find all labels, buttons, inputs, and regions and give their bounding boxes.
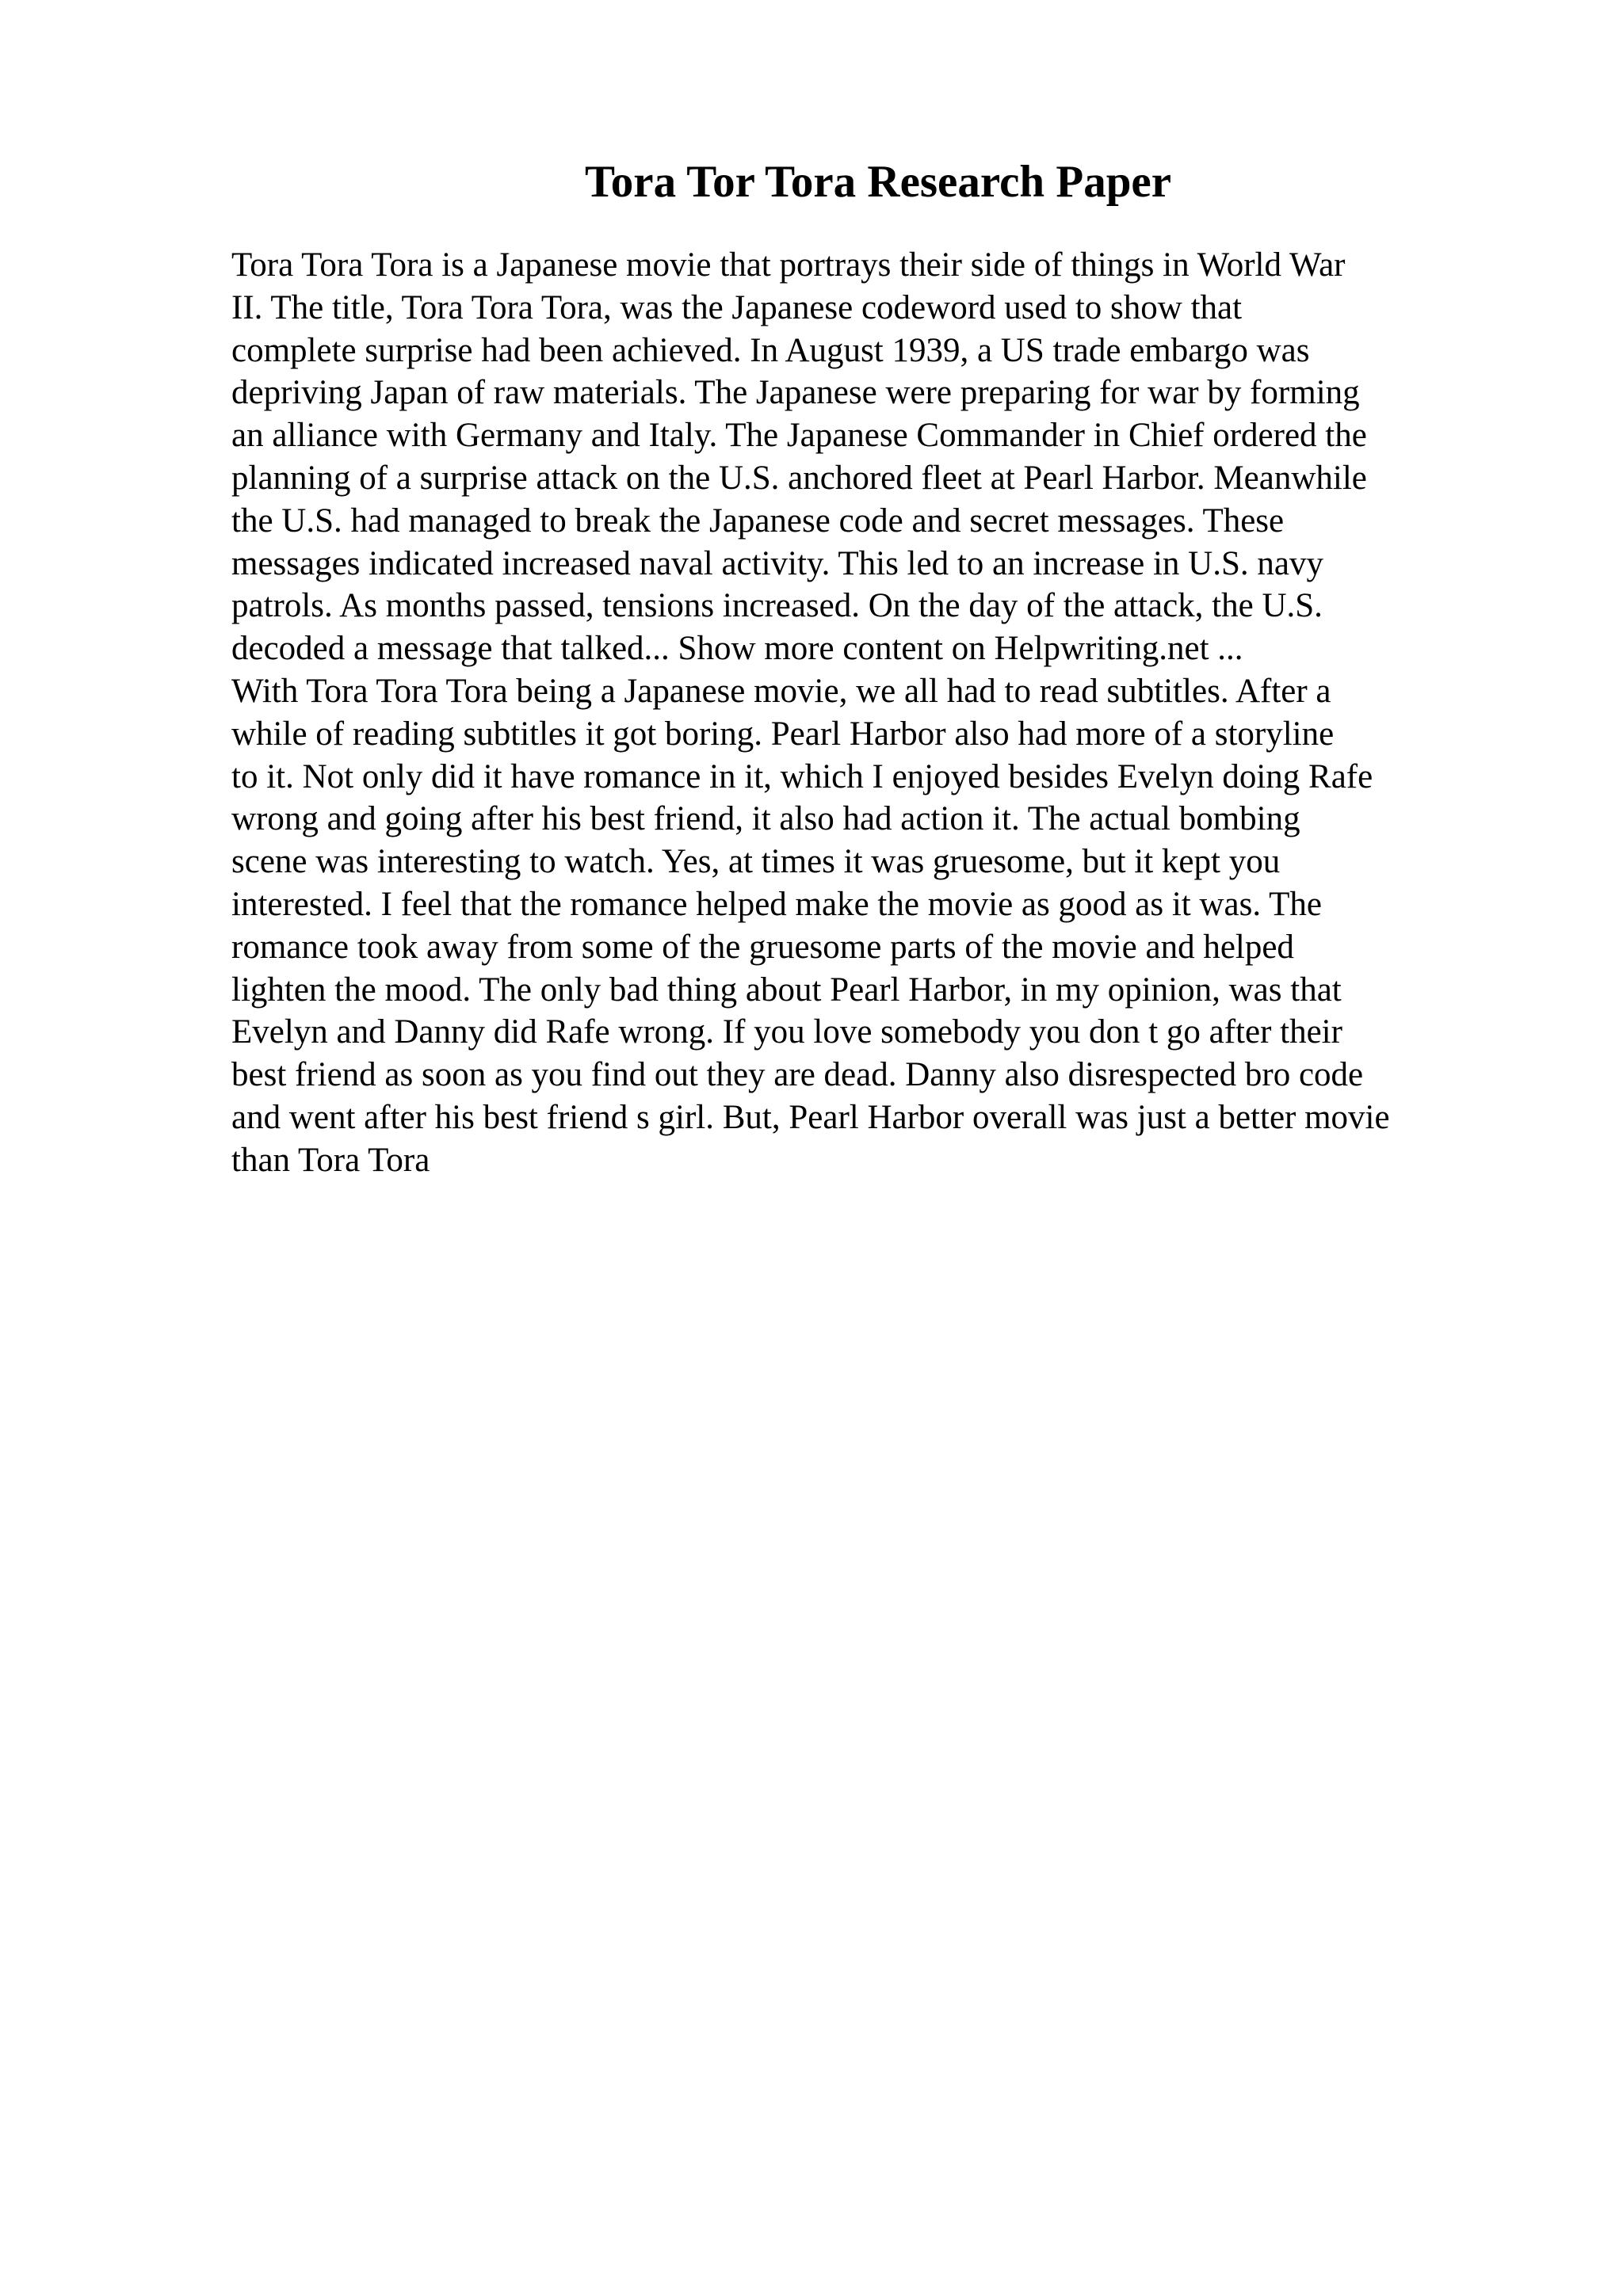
- paragraph-line: Evelyn and Danny did Rafe wrong. If you love somebody you don t go after their: [231, 1013, 1342, 1051]
- body-paragraph-2: [231, 670, 1499, 1182]
- paragraph-line: Tora Tora Tora is a Japanese movie that portrays their side of things in World War: [231, 246, 1346, 284]
- paragraph-line: With Tora Tora Tora being a Japanese movie, we all had to read subtitles. After a: [231, 673, 1331, 710]
- paragraph-line: best friend as soon as you find out they are dead. Danny also disrespected bro code: [231, 1056, 1364, 1094]
- document-title: Tora Tor Tora Research Paper: [585, 157, 1171, 207]
- paragraph-line: scene was interesting to watch. Yes, at times it was gruesome, but it kept you: [231, 843, 1281, 881]
- paragraph-line: an alliance with Germany and Italy. The Japanese Commander in Chief ordered the: [231, 417, 1367, 455]
- paragraph-line: interested. I feel that the romance helped make the movie as good as it was. The: [231, 885, 1322, 923]
- paragraph-line: wrong and going after his best friend, it also had action it. The actual bombing: [231, 800, 1300, 838]
- paragraph-line: complete surprise had been achieved. In August 1939, a US trade embargo was: [231, 331, 1310, 369]
- paragraph-line: depriving Japan of raw materials. The Japanese were preparing for war by forming: [231, 374, 1360, 412]
- paragraph-line: the U.S. had managed to break the Japanese code and secret messages. These: [231, 502, 1285, 540]
- paragraph-line: lighten the mood. The only bad thing about Pearl Harbor, in my opinion, was that: [231, 971, 1342, 1009]
- body-paragraph-1: [231, 244, 1499, 670]
- paragraph-line: patrols. As months passed, tensions increased. On the day of the attack, the U.S.: [231, 587, 1323, 625]
- paragraph-line: than Tora Tora: [231, 1141, 430, 1179]
- paragraph-line: while of reading subtitles it got boring. Pearl Harbor also had more of a storyline: [231, 715, 1335, 753]
- paragraph-line: to it. Not only did it have romance in it, which I enjoyed besides Evelyn doing Rafe: [231, 757, 1373, 795]
- paragraph-line: decoded a message that talked... Show more content on Helpwriting.net ...: [231, 630, 1243, 668]
- paragraph-line: messages indicated increased naval activity. This led to an increase in U.S. navy: [231, 544, 1323, 582]
- paragraph-line: and went after his best friend s girl. But, Pearl Harbor overall was just a better movie: [231, 1098, 1390, 1136]
- paragraph-line: romance took away from some of the gruesome parts of the movie and helped: [231, 928, 1294, 966]
- paragraph-line: II. The title, Tora Tora Tora, was the Japanese codeword used to show that: [231, 288, 1243, 326]
- paragraph-line: planning of a surprise attack on the U.S. anchored fleet at Pearl Harbor. Meanwhile: [231, 459, 1367, 497]
